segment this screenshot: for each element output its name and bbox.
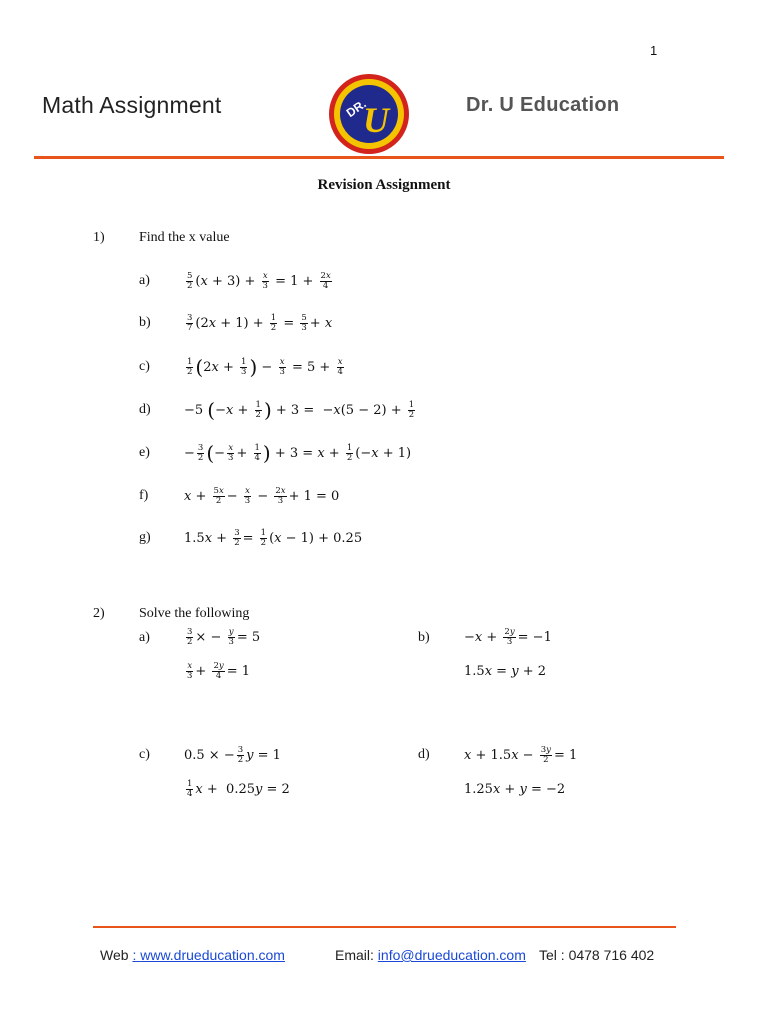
q2-item-c-equation-2: $\frac{1}{4}$ x + 0.25 y = 2 <box>187 778 290 799</box>
dr-u-logo <box>327 72 411 156</box>
q2-item-b-equation-2: 1.5 x = y + 2 <box>464 663 546 679</box>
q1-item-d-label: d) <box>139 402 151 417</box>
q1-item-f-label: f) <box>139 488 149 503</box>
q2-item-b-label: b) <box>418 630 430 645</box>
email-label: Email: <box>335 947 378 963</box>
q1-item-g-label: g) <box>139 530 151 545</box>
web-link[interactable]: www.drueducation.com <box>140 947 285 963</box>
brand-name: Dr. U Education <box>466 94 620 116</box>
q2-item-a-label: a) <box>139 630 150 645</box>
question-2-prompt: Solve the following <box>139 606 250 621</box>
header-divider <box>34 156 724 159</box>
q1-item-a-label: a) <box>139 273 150 288</box>
q1-item-d-equation: −5 ( − x + $\frac{1}{2}$ ) + 3 = − x (5 − 2) + $\frac{1}{2}$ <box>184 398 415 422</box>
document-title: Revision Assignment <box>317 177 451 193</box>
q1-item-e-equation: − $\frac{3}{2}$ ( − $\frac{x}{3}$ + $\frac{1}{4}$ ) + 3 = x + $\frac{1}{2}$ (− x + 1) <box>184 441 412 465</box>
page-number: 1 <box>650 43 658 58</box>
logo-dr-text: DR. <box>343 96 369 121</box>
question-1-number: 1) <box>93 230 105 245</box>
q2-item-d-equation-2: 1.25 x + y = −2 <box>464 781 566 797</box>
question-1-prompt: Find the x value <box>139 230 230 245</box>
q1-item-c-label: c) <box>139 359 150 374</box>
footer-email <box>335 947 526 963</box>
footer-tel: Tel : 0478 716 402 <box>539 947 655 963</box>
web-label: Web <box>100 947 133 963</box>
footer-divider <box>93 926 676 928</box>
q1-item-b-equation: $\frac{3}{7}$ (2 x + 1) + $\frac{1}{2}$ = $\frac{5}{3}$ + x <box>187 312 333 333</box>
q2-item-b-equation-1: − x + $\frac{2y}{3}$ = −1 <box>464 626 552 647</box>
web-colon[interactable]: : <box>132 947 141 963</box>
q2-item-a-equation-2: $\frac{x}{3}$ + $\frac{2y}{4}$ = 1 <box>187 660 250 681</box>
logo-u-text: U <box>363 100 389 140</box>
email-link[interactable]: info@drueducation.com <box>377 947 526 963</box>
q1-item-f-equation: x + $\frac{5x}{2}$ − $\frac{x}{3}$ − $\frac{2x}{3}$ + 1 = 0 <box>184 485 340 506</box>
q2-item-d-label: d) <box>418 747 430 762</box>
q1-item-e-label: e) <box>139 445 150 460</box>
header-title: Math Assignment <box>42 92 222 118</box>
q2-item-c-label: c) <box>139 747 150 762</box>
q2-item-c-equation-1: 0.5 × − $\frac{3}{2}$ y = 1 <box>184 744 281 765</box>
q1-item-b-label: b) <box>139 315 151 330</box>
q1-item-c-equation: $\frac{1}{2}$ ( 2 x + $\frac{1}{3}$ ) − $\frac{x}{3}$ = 5 + $\frac{x}{4}$ <box>187 355 343 379</box>
q1-item-a-equation: $\frac{5}{2}$ ( x + 3) + $\frac{x}{3}$ = 1 + $\frac{2x}{4}$ <box>187 270 331 291</box>
question-2-number: 2) <box>93 606 105 621</box>
q2-item-a-equation-1: $\frac{3}{2}$ × − $\frac{y}{3}$ = 5 <box>187 626 261 647</box>
q2-item-d-equation-1: x + 1.5 x − $\frac{3y}{2}$ = 1 <box>464 744 578 765</box>
q1-item-g-equation: 1.5 x + $\frac{3}{2}$ = $\frac{1}{2}$ ( x − 1) + 0.25 <box>184 527 363 548</box>
footer-web <box>100 947 285 963</box>
